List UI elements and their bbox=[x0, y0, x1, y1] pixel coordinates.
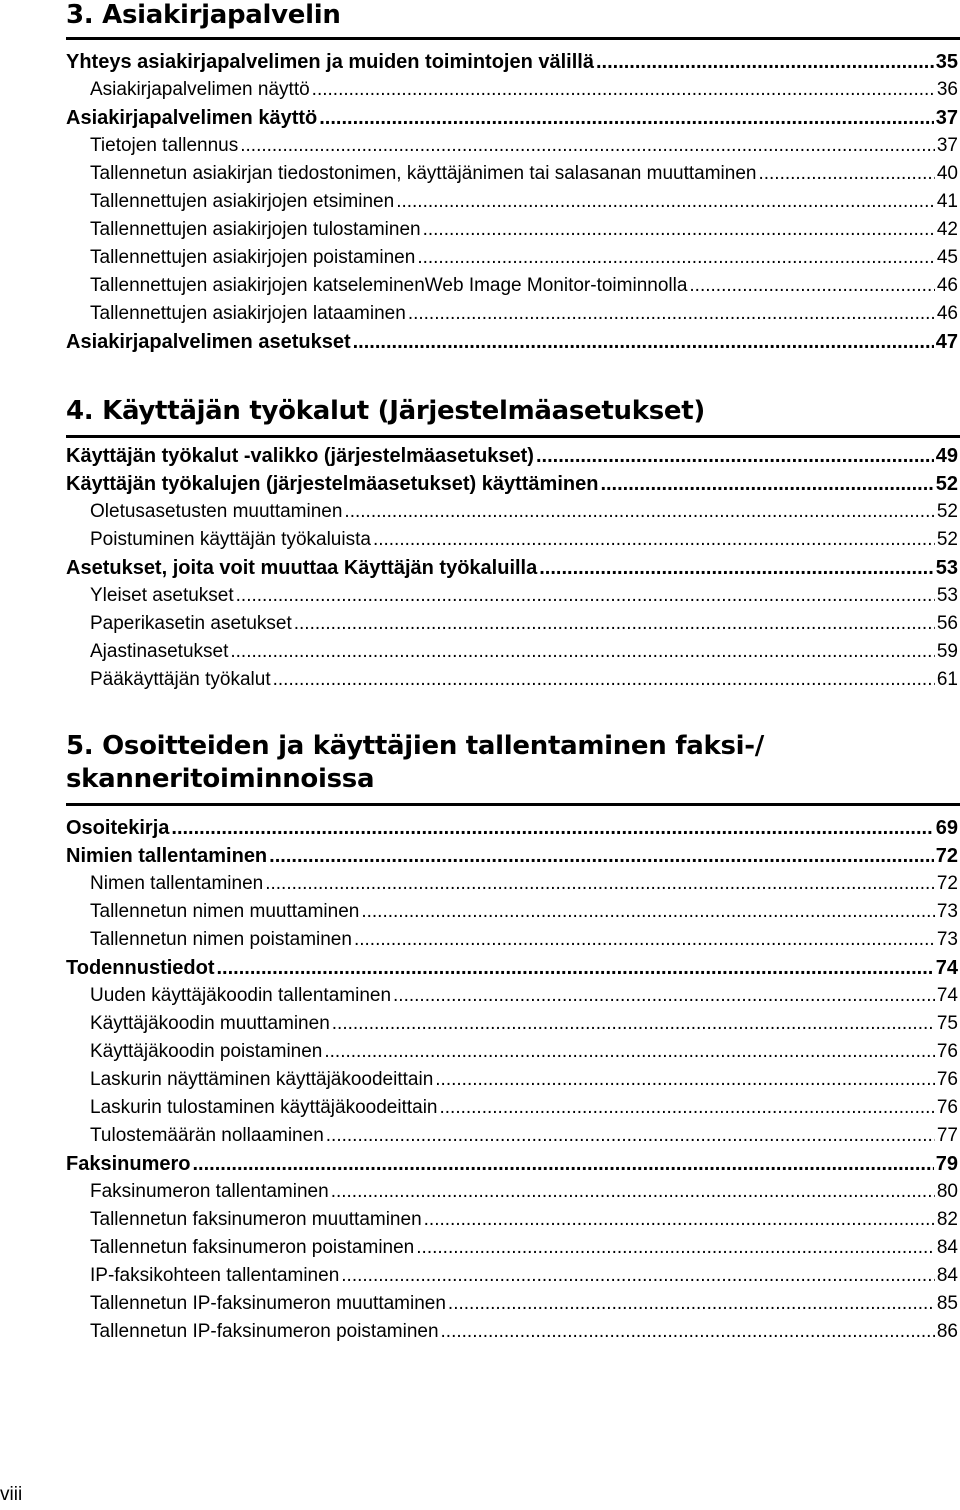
dot-leader bbox=[171, 817, 933, 840]
toc-entry-label: Tallennettujen asiakirjojen etsiminen bbox=[90, 191, 395, 212]
dot-leader bbox=[230, 641, 935, 663]
toc-entry-page-number: 76 bbox=[936, 1041, 958, 1062]
toc-entry-page-number: 41 bbox=[936, 191, 958, 212]
toc-entry[interactable] bbox=[0, 529, 958, 557]
toc-entry-label: Tallennetun IP-faksinumeron muuttaminen bbox=[90, 1293, 446, 1314]
toc-entry-label: Paperikasetin asetukset bbox=[90, 613, 292, 634]
dot-leader bbox=[273, 669, 935, 691]
toc-entry-label: Tallennetun faksinumeron poistaminen bbox=[90, 1237, 415, 1258]
toc-entry[interactable] bbox=[0, 1153, 958, 1181]
toc-entry[interactable] bbox=[0, 1097, 958, 1125]
toc-entry[interactable] bbox=[0, 501, 958, 529]
toc-entry-label: Asiakirjapalvelimen asetukset bbox=[66, 331, 351, 353]
toc-entry-label: Tallennetun IP-faksinumeron poistaminen bbox=[90, 1321, 439, 1342]
toc-entry[interactable] bbox=[0, 817, 958, 845]
dot-leader bbox=[192, 1153, 933, 1176]
toc-entry-page-number: 79 bbox=[935, 1153, 958, 1175]
dot-leader bbox=[361, 901, 935, 923]
dot-leader bbox=[448, 1293, 935, 1315]
toc-entry[interactable] bbox=[0, 1041, 958, 1069]
toc-entry-page-number: 73 bbox=[936, 901, 958, 922]
toc-entry-label: Faksinumeron tallentaminen bbox=[90, 1181, 329, 1202]
toc-entry[interactable] bbox=[0, 219, 958, 247]
toc-entry-label: IP-faksikohteen tallentaminen bbox=[90, 1265, 340, 1286]
toc-entry-label: Pääkäyttäjän työkalut bbox=[90, 669, 271, 690]
toc-entry-label: Osoitekirja bbox=[66, 817, 170, 839]
toc-entry-page-number: 53 bbox=[935, 557, 958, 579]
toc-entry[interactable] bbox=[0, 1069, 958, 1097]
toc-entry-page-number: 72 bbox=[936, 873, 958, 894]
dot-leader bbox=[353, 331, 934, 354]
toc-entry-page-number: 74 bbox=[935, 957, 958, 979]
toc-entry[interactable] bbox=[0, 641, 958, 669]
toc-entry[interactable] bbox=[0, 247, 958, 275]
toc-entry-page-number: 45 bbox=[936, 247, 958, 268]
toc-entry-page-number: 52 bbox=[935, 473, 958, 495]
toc-entry[interactable] bbox=[0, 331, 958, 359]
toc-entry-page-number: 77 bbox=[936, 1125, 958, 1146]
toc-entry[interactable] bbox=[0, 585, 958, 613]
toc-entry-page-number: 82 bbox=[936, 1209, 958, 1230]
toc-entry-label: Todennustiedot bbox=[66, 957, 215, 979]
dot-leader bbox=[408, 303, 935, 325]
toc-entry-page-number: 52 bbox=[936, 529, 958, 550]
chapter-title-line: skanneritoiminnoissa bbox=[66, 764, 375, 794]
chapter-4-rule bbox=[66, 435, 960, 438]
dot-leader bbox=[536, 445, 934, 468]
dot-leader bbox=[344, 501, 934, 523]
toc-entry-page-number: 47 bbox=[935, 331, 958, 353]
toc-entry[interactable] bbox=[0, 1237, 958, 1265]
toc-entry[interactable] bbox=[0, 191, 958, 219]
dot-leader bbox=[689, 275, 934, 297]
dot-leader bbox=[539, 557, 934, 580]
toc-entry-page-number: 74 bbox=[936, 985, 958, 1006]
toc-entry[interactable] bbox=[0, 1125, 958, 1153]
dot-leader bbox=[423, 219, 935, 241]
toc-entry-label: Asetukset, joita voit muuttaa Käyttäjän työkaluilla bbox=[66, 557, 538, 579]
toc-entry-label: Nimen tallentaminen bbox=[90, 873, 264, 894]
toc-entry-label: Tallennetun faksinumeron muuttaminen bbox=[90, 1209, 422, 1230]
toc-entry-label: Käyttäjän työkalut -valikko (järjestelmäasetukset) bbox=[66, 445, 534, 467]
toc-entry-page-number: 53 bbox=[936, 585, 958, 606]
toc-entry-label: Tallennettujen asiakirjojen tulostaminen bbox=[90, 219, 421, 240]
page-folio: viii bbox=[0, 1484, 23, 1505]
dot-leader bbox=[324, 1041, 934, 1063]
dot-leader bbox=[424, 1209, 935, 1231]
toc-entry[interactable] bbox=[0, 557, 958, 585]
chapter-5-title bbox=[66, 730, 960, 796]
toc-entry-page-number: 40 bbox=[936, 163, 958, 184]
dot-leader bbox=[596, 51, 934, 74]
dot-leader bbox=[265, 873, 935, 895]
dot-leader bbox=[435, 1069, 935, 1091]
toc-entry[interactable] bbox=[0, 1181, 958, 1209]
toc-entry[interactable] bbox=[0, 107, 958, 135]
toc-entry-page-number: 84 bbox=[936, 1237, 958, 1258]
dot-leader bbox=[393, 985, 935, 1007]
toc-entry[interactable] bbox=[0, 473, 958, 501]
toc-entry-label: Käyttäjäkoodin muuttaminen bbox=[90, 1013, 330, 1034]
toc-entry-label: Käyttäjäkoodin poistaminen bbox=[90, 1041, 323, 1062]
dot-leader bbox=[373, 529, 935, 551]
toc-entry-label: Uuden käyttäjäkoodin tallentaminen bbox=[90, 985, 392, 1006]
toc-entry-label: Tallennetun nimen poistaminen bbox=[90, 929, 352, 950]
dot-leader bbox=[354, 929, 935, 951]
chapter-title-line: 5. Osoitteiden ja käyttäjien tallentaminen faksi-/ bbox=[66, 731, 764, 761]
toc-entry[interactable] bbox=[0, 135, 958, 163]
dot-leader bbox=[439, 1097, 934, 1119]
toc-entry-label: Yleiset asetukset bbox=[90, 585, 234, 606]
toc-entry-label: Tallennettujen asiakirjojen poistaminen bbox=[90, 247, 416, 268]
chapter-5-entries bbox=[0, 817, 958, 1349]
chapter-title-line: 4. Käyttäjän työkalut (Järjestelmäasetukset) bbox=[66, 396, 705, 426]
dot-leader bbox=[269, 845, 934, 868]
dot-leader bbox=[441, 1321, 935, 1343]
dot-leader bbox=[331, 1181, 935, 1203]
toc-entry[interactable] bbox=[0, 985, 958, 1013]
toc-entry-label: Tallennettujen asiakirjojen lataaminen bbox=[90, 303, 406, 324]
chapter-4-title bbox=[66, 395, 960, 428]
dot-leader bbox=[294, 613, 935, 635]
toc-entry-label: Oletusasetusten muuttaminen bbox=[90, 501, 343, 522]
dot-leader bbox=[416, 1237, 935, 1259]
toc-entry[interactable] bbox=[0, 1321, 958, 1349]
toc-entry[interactable] bbox=[0, 845, 958, 873]
chapter-3-rule bbox=[66, 37, 960, 40]
chapter-3-title bbox=[66, 0, 960, 32]
toc-entry-label: Yhteys asiakirjapalvelimen ja muiden toimintojen välillä bbox=[66, 51, 594, 73]
dot-leader bbox=[236, 585, 935, 607]
toc-entry-page-number: 59 bbox=[936, 641, 958, 662]
toc-entry-page-number: 80 bbox=[936, 1181, 958, 1202]
toc-entry-page-number: 84 bbox=[936, 1265, 958, 1286]
toc-entry-page-number: 42 bbox=[936, 219, 958, 240]
toc-entry-label: Tallennettujen asiakirjojen katseleminenWeb Image Monitor-toiminnolla bbox=[90, 275, 688, 296]
toc-entry-page-number: 69 bbox=[935, 817, 958, 839]
toc-entry-page-number: 61 bbox=[936, 669, 958, 690]
toc-entry-page-number: 75 bbox=[936, 1013, 958, 1034]
toc-entry[interactable] bbox=[0, 957, 958, 985]
toc-entry[interactable] bbox=[0, 1209, 958, 1237]
toc-entry-page-number: 73 bbox=[936, 929, 958, 950]
toc-entry-label: Faksinumero bbox=[66, 1153, 191, 1175]
toc-entry[interactable] bbox=[0, 613, 958, 641]
dot-leader bbox=[396, 191, 935, 213]
toc-entry-label: Tallennetun nimen muuttaminen bbox=[90, 901, 360, 922]
chapter-3-entries bbox=[0, 51, 958, 359]
toc-entry[interactable] bbox=[0, 79, 958, 107]
toc-entry-label: Asiakirjapalvelimen käyttö bbox=[66, 107, 318, 129]
toc-entry[interactable] bbox=[0, 1013, 958, 1041]
toc-entry-page-number: 36 bbox=[936, 79, 958, 100]
toc-entry-label: Tallennetun asiakirjan tiedostonimen, käyttäjänimen tai salasanan muuttaminen bbox=[90, 163, 757, 184]
toc-entry-label: Käyttäjän työkalujen (järjestelmäasetukset) käyttäminen bbox=[66, 473, 599, 495]
toc-entry-page-number: 37 bbox=[936, 135, 958, 156]
dot-leader bbox=[600, 473, 933, 496]
toc-entry[interactable] bbox=[0, 303, 958, 331]
toc-entry-page-number: 49 bbox=[935, 445, 958, 467]
toc-entry[interactable] bbox=[0, 51, 958, 79]
toc-entry-label: Asiakirjapalvelimen näyttö bbox=[90, 79, 310, 100]
toc-entry-page-number: 85 bbox=[936, 1293, 958, 1314]
toc-entry[interactable] bbox=[0, 929, 958, 957]
toc-entry-page-number: 35 bbox=[935, 51, 958, 73]
toc-entry-label: Laskurin näyttäminen käyttäjäkoodeittain bbox=[90, 1069, 434, 1090]
toc-entry[interactable] bbox=[0, 275, 958, 303]
toc-entry-page-number: 76 bbox=[936, 1069, 958, 1090]
toc-entry-page-number: 56 bbox=[936, 613, 958, 634]
toc-entry-page-number: 86 bbox=[936, 1321, 958, 1342]
toc-entry-page-number: 37 bbox=[935, 107, 958, 129]
toc-entry-label: Ajastinasetukset bbox=[90, 641, 229, 662]
toc-entry-label: Tietojen tallennus bbox=[90, 135, 239, 156]
toc-entry-label: Poistuminen käyttäjän työkaluista bbox=[90, 529, 371, 550]
chapter-5-rule bbox=[66, 803, 960, 806]
dot-leader bbox=[332, 1013, 935, 1035]
toc-entry-page-number: 72 bbox=[935, 845, 958, 867]
dot-leader bbox=[758, 163, 934, 185]
toc-entry[interactable] bbox=[0, 163, 958, 191]
toc-entry-page-number: 76 bbox=[936, 1097, 958, 1118]
toc-entry[interactable] bbox=[0, 1293, 958, 1321]
dot-leader bbox=[341, 1265, 935, 1287]
dot-leader bbox=[312, 79, 935, 101]
toc-entry-label: Tulostemäärän nollaaminen bbox=[90, 1125, 324, 1146]
toc-entry[interactable] bbox=[0, 1265, 958, 1293]
toc-entry[interactable] bbox=[0, 873, 958, 901]
toc-entry-label: Laskurin tulostaminen käyttäjäkoodeittain bbox=[90, 1097, 438, 1118]
toc-entry-label: Nimien tallentaminen bbox=[66, 845, 268, 867]
dot-leader bbox=[217, 957, 934, 980]
chapter-4-entries bbox=[0, 445, 958, 697]
chapter-title-line: 3. Asiakirjapalvelin bbox=[66, 0, 341, 30]
toc-entry-page-number: 46 bbox=[936, 275, 958, 296]
toc-entry[interactable] bbox=[0, 669, 958, 697]
dot-leader bbox=[326, 1125, 935, 1147]
toc-entry-page-number: 46 bbox=[936, 303, 958, 324]
toc-entry[interactable] bbox=[0, 901, 958, 929]
toc-entry[interactable] bbox=[0, 445, 958, 473]
dot-leader bbox=[240, 135, 935, 157]
dot-leader bbox=[319, 107, 934, 130]
toc-entry-page-number: 52 bbox=[936, 501, 958, 522]
dot-leader bbox=[417, 247, 935, 269]
